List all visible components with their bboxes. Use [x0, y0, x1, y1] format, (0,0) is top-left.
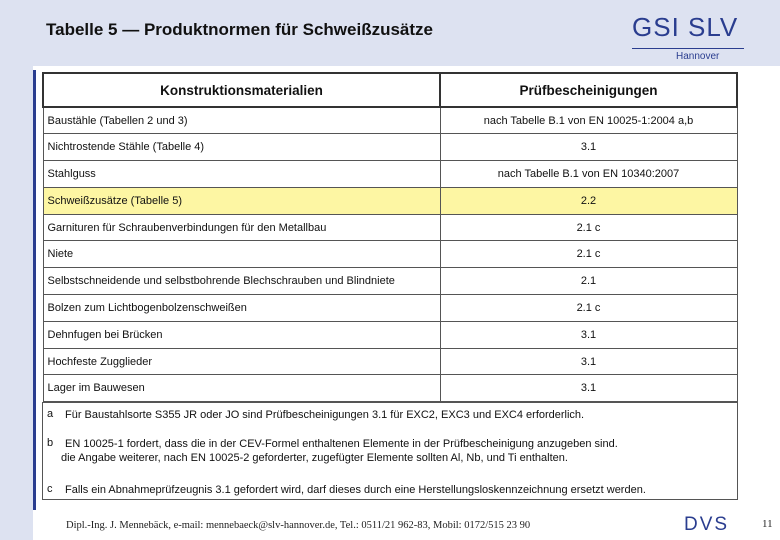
column-header-certificates: Prüfbescheinigungen — [440, 73, 737, 107]
material-cell: Hochfeste Zugglieder — [43, 348, 440, 375]
certificate-cell: 3.1 — [440, 134, 737, 161]
certificate-cell: 2.2 — [440, 187, 737, 214]
left-band — [0, 66, 33, 540]
certificate-cell: nach Tabelle B.1 von EN 10025-1:2004 a,b — [440, 107, 737, 134]
table-row-highlighted — [43, 187, 737, 214]
table-row — [43, 134, 737, 161]
table-row — [43, 161, 737, 188]
table-row — [43, 321, 737, 348]
material-cell: Niete — [43, 241, 440, 268]
material-cell: Lager im Bauwesen — [43, 375, 440, 402]
material-cell: Baustähle (Tabellen 2 und 3) — [43, 107, 440, 134]
table-row — [43, 214, 737, 241]
certificate-cell: nach Tabelle B.1 von EN 10340:2007 — [440, 161, 737, 188]
logo-divider — [632, 48, 744, 49]
table-row — [43, 348, 737, 375]
table-row — [43, 107, 737, 134]
certificate-cell: 3.1 — [440, 348, 737, 375]
footnote-text: Falls ein Abnahmeprüfzeugnis 3.1 gefordert wird, darf dieses durch eine Herstellungsloskennzeichnung ersetzt werden. — [65, 484, 646, 496]
certificate-cell: 2.1 c — [440, 241, 737, 268]
logo-sub-text: Hannover — [676, 51, 720, 62]
left-rule — [33, 70, 36, 510]
material-cell: Bolzen zum Lichtbogenbolzenschweißen — [43, 295, 440, 322]
footnote-text: die Angabe weiterer, nach EN 10025-2 geforderter, zugefügter Elemente sollten Al, Nb, und Ti enthalten. — [61, 452, 568, 464]
footnote-key: c — [47, 483, 53, 495]
material-cell: Dehnfugen bei Brücken — [43, 321, 440, 348]
page-title: Tabelle 5 — Produktnormen für Schweißzusätze — [46, 20, 433, 39]
material-cell: Selbstschneidende und selbstbohrende Blechschrauben und Blindniete — [43, 268, 440, 295]
footer-contact: Dipl.-Ing. J. Mennebäck, e-mail: mennebaeck@slv-hannover.de, Tel.: 0511/21 962-83, Mobil: 0172/515 23 90 — [66, 520, 531, 531]
footnotes-box — [42, 402, 738, 500]
table-row — [43, 268, 737, 295]
page-number: 11 — [762, 518, 773, 530]
material-cell: Schweißzusätze (Tabelle 5) — [43, 187, 440, 214]
material-cell: Garnituren für Schraubenverbindungen für den Metallbau — [43, 214, 440, 241]
table-header-row — [43, 73, 737, 107]
material-cell: Stahlguss — [43, 161, 440, 188]
gsi-slv-logo — [632, 14, 748, 66]
footnote-key: a — [47, 408, 54, 420]
table-row — [43, 375, 737, 402]
norms-table — [42, 72, 738, 402]
certificate-cell: 3.1 — [440, 375, 737, 402]
certificate-cell: 2.1 — [440, 268, 737, 295]
certificate-cell: 2.1 c — [440, 214, 737, 241]
footnote-text: EN 10025-1 fordert, dass die in der CEV-Formel enthaltenen Elemente in der Prüfbescheinigung anzugeben sind. — [65, 438, 618, 450]
column-header-materials: Konstruktionsmaterialien — [43, 73, 440, 107]
certificate-cell: 3.1 — [440, 321, 737, 348]
table-row — [43, 295, 737, 322]
footnote-text: Für Baustahlsorte S355 JR oder JO sind Prüfbescheinigungen 3.1 für EXC2, EXC3 und EXC4 erforderlich. — [65, 409, 585, 421]
table-row — [43, 241, 737, 268]
dvs-logo: DVS — [684, 514, 730, 535]
material-cell: Nichtrostende Stähle (Tabelle 4) — [43, 134, 440, 161]
certificate-cell: 2.1 c — [440, 295, 737, 322]
logo-main-text: GSI SLV — [632, 12, 739, 42]
footnote-key: b — [47, 437, 54, 449]
